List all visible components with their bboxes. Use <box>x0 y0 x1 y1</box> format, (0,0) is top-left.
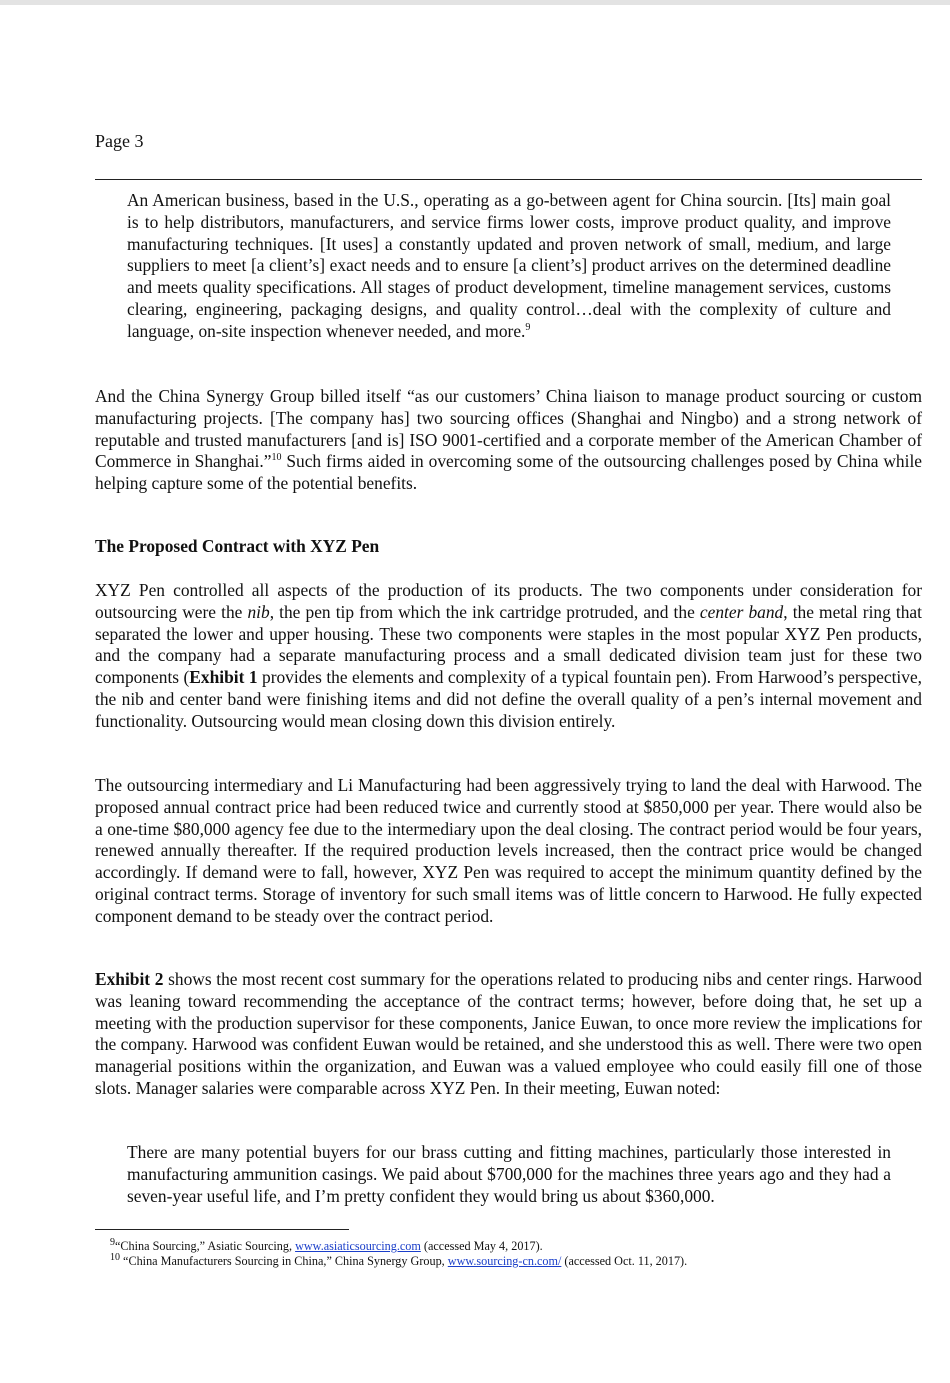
paragraph-cost-summary <box>95 969 922 1100</box>
footnote-divider <box>95 1229 349 1230</box>
exhibit-2-reference: Exhibit 2 <box>95 969 164 989</box>
top-bar <box>0 0 950 5</box>
footnote-text: “China Sourcing,” Asiatic Sourcing, <box>115 1239 296 1253</box>
footnote-9 <box>110 1236 543 1254</box>
footnote-text: (accessed May 4, 2017). <box>420 1239 543 1253</box>
paragraph-text: , the metal ring that separated the lower and upper housing. These two components were staples in the most popular XYZ Pen products, and the company had a separate manufacturing process and a small dedicated division team just for these two components ( <box>95 601 922 688</box>
footnote-link-sourcing-cn[interactable]: www.sourcing-cn.com/ <box>447 1254 562 1268</box>
paragraph-xyz-production <box>95 580 922 733</box>
paragraph-text: XYZ Pen controlled all aspects of the production of its products. The two components under consideration for outsourcing were the <box>95 580 922 622</box>
exhibit-1-reference: Exhibit 1 <box>189 667 258 688</box>
block-quote-euwan: There are many potential buyers for our brass cutting and fitting machines, particularly those interested in manufacturing ammunition casings. We paid about $700,000 for the machines three years ago and they had a seven-year useful life, and I’m pretty confident they would bring us about $360,000. <box>127 1142 891 1206</box>
paragraph-text: And the China Synergy Group billed itself “as our customers’ China liaison to manage product sourcing or custom manufacturing projects. [The company has] two sourcing offices (Shanghai and Ningbo) and a strong network of reputable and trusted manufacturers [and is] ISO 9001-certified and a corporate member of the American Chamber of Commerce in Shanghai.” <box>95 386 922 472</box>
footnote-10 <box>110 1251 688 1269</box>
header-divider <box>95 179 922 180</box>
footnote-number: 9 <box>110 1236 115 1248</box>
footnote-number: 10 <box>110 1251 120 1263</box>
footnote-text: “China Manufacturers Sourcing in China,” China Synergy Group, <box>120 1254 448 1268</box>
term-nib: nib <box>247 601 270 622</box>
footnote-ref-10: 10 <box>271 452 282 464</box>
section-heading: The Proposed Contract with XYZ Pen <box>95 536 380 556</box>
paragraph-text: shows the most recent cost summary for the operations related to producing nibs and center rings. Harwood was leaning toward recommending the acceptance of the contract terms; however, before doing that, he set up a meeting with the production supervisor for these components, Janice Euwan, to once more review the implications for the company. Harwood was confident Euwan would be retained, and she understood this as well. There were two open managerial positions within the organization, and Euwan was a valued employee who could easily fill one of those slots. Manager salaries were comparable across XYZ Pen. In their meeting, Euwan noted: <box>95 969 923 1098</box>
quote-text: An American business, based in the U.S., operating as a go-between agent for China sourcin. [Its] main goal is to help distributors, manufacturers, and service firms lower costs, improve product quality, and improve manufacturing techniques. [It uses] a constantly updated and proven network of small, medium, and large suppliers to meet [a client’s] exact needs and to ensure [a client’s] product arrives on the determined deadline and meets quality specifications. All stages of product development, timeline management services, customs clearing, engineering, packaging designs, and quality control…deal with the complexity of culture and language, on-site inspection whenever needed, and more. <box>127 190 891 341</box>
paragraph-china-synergy <box>95 386 922 495</box>
footnote-ref-9: 9 <box>525 321 531 333</box>
term-center-band: center band <box>699 601 784 622</box>
page-number: Page 3 <box>95 131 144 151</box>
paragraph-text: provides the elements and complexity of a typical fountain pen). From Harwood’s perspective, the nib and center band were finishing items and did not define the overall quality of a pen’s internal movement and functionality. Outsourcing would mean closing down this division entirely. <box>95 667 923 731</box>
footnote-text: (accessed Oct. 11, 2017). <box>561 1254 688 1268</box>
footnote-link-asiaticsourcing[interactable]: www.asiaticsourcing.com <box>295 1239 421 1253</box>
paragraph-text-cont: Such firms aided in overcoming some of the outsourcing challenges posed by China while helping capture some of the potential benefits. <box>95 451 922 494</box>
paragraph-contract-terms: The outsourcing intermediary and Li Manufacturing had been aggressively trying to land the deal with Harwood. The proposed annual contract price had been reduced twice and currently stood at $850,000 per year. There would also be a one-time $80,000 agency fee due to the intermediary upon the deal closing. The contract period would be four years, renewed annually thereafter. If the required production levels increased, then the contract price would be changed accordingly. If demand were to fall, however, XYZ Pen was required to accept the minimum quantity defined by the original contract terms. Storage of inventory for such small items was of little concern to Harwood. He fully expected component demand to be steady over the contract period. <box>95 775 922 926</box>
paragraph-text: , the pen tip from which the ink cartridge protruded, and the <box>269 601 700 622</box>
block-quote-asiatic-sourcing <box>127 190 891 343</box>
